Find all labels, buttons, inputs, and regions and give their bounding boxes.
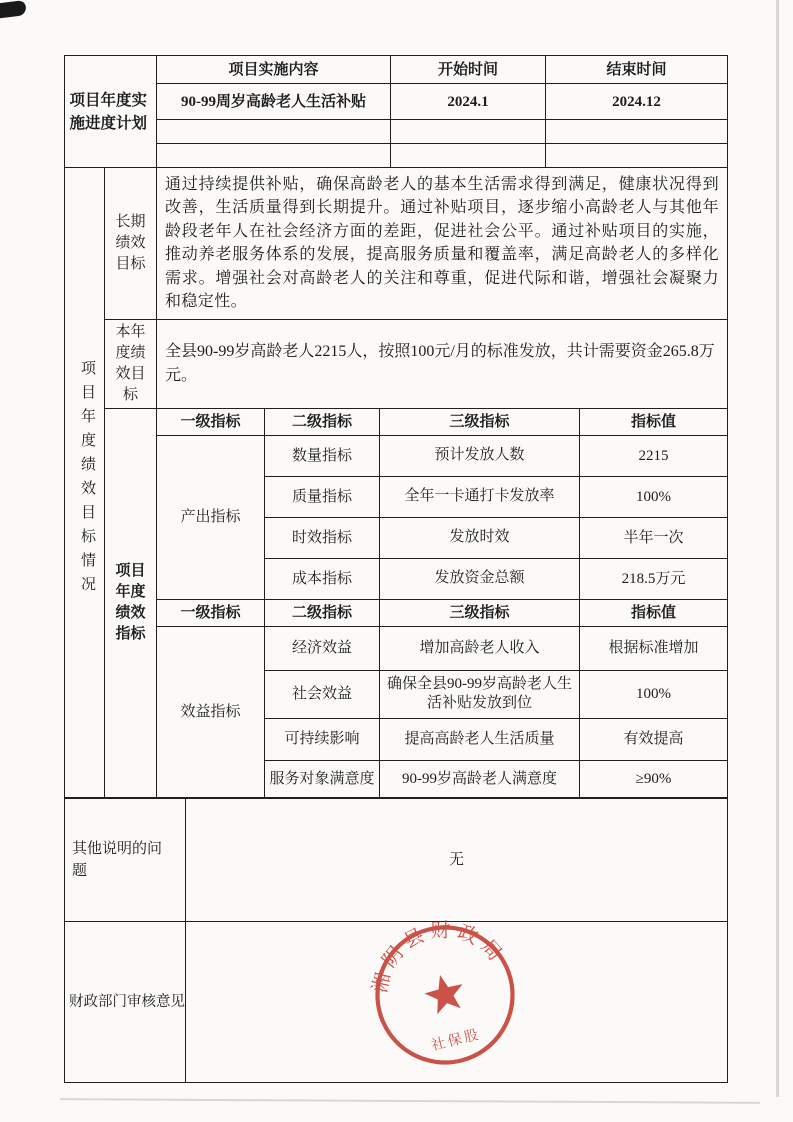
schedule-cell-end: 2024.12: [546, 84, 728, 120]
indicator-header-level2: 二级指标: [265, 599, 380, 626]
indicator-header-level3: 三级指标: [380, 599, 580, 626]
schedule-header-content: 项目实施内容: [157, 56, 391, 84]
other-issues-label: 其他说明的问题: [65, 798, 186, 922]
schedule-empty-cell: [157, 144, 391, 168]
indicator-level3-cell: 增加高龄老人收入: [380, 626, 580, 670]
indicator-value-cell: 根据标准增加: [580, 626, 728, 670]
indicator-header-value: 指标值: [580, 599, 728, 626]
annual-goal-label: 本年度绩效目标: [105, 319, 157, 408]
schedule-row-label-text: 项目年度实施进度计划: [69, 91, 148, 132]
official-stamp: [370, 920, 520, 1076]
other-issues-table: [64, 797, 728, 922]
indicator-value-cell: ≥90%: [580, 760, 728, 798]
annual-goal-text: 全县90-99岁高龄老人2215人，按照100元/月的标准发放，共计需要资金265.8万元。: [157, 319, 728, 408]
document-sheet: [64, 55, 727, 1083]
indicator-level2-cell: 服务对象满意度: [265, 760, 380, 798]
page-edge-shadow-bottom: [60, 1098, 760, 1104]
schedule-header-start: 开始时间: [391, 56, 546, 84]
indicator-value-cell: 100%: [580, 670, 728, 718]
indicator-section-label: 项目年度绩效指标: [105, 408, 157, 798]
schedule-empty-cell: [391, 144, 546, 168]
indicator-level3-cell: 发放时效: [380, 517, 580, 558]
stamp-star-icon: [420, 970, 467, 1016]
review-label: 财政部门审核意见: [65, 921, 186, 1082]
indicator-header-level2: 二级指标: [265, 408, 380, 435]
long-term-goal-text: 通过持续提供补贴，确保高龄老人的基本生活需求得到满足，健康状况得到改善，生活质量得到长期提升。通过补贴项目，逐步缩小高龄老人与其他年龄段老年人在社会经济方面的差距，促进社会公平。通过补贴项目的实施，推动养老服务体系的发展，提高服务质量和覆盖率，满足高龄老人的多样化需求。增强社会对高龄老人的关注和尊重，促进代际和谐，增强社会凝聚力和稳定性。: [157, 167, 728, 319]
indicator-level2-cell: 可持续影响: [265, 718, 380, 760]
indicator-level3-cell: 全年一卡通打卡发放率: [380, 476, 580, 517]
review-table: [64, 921, 728, 1083]
indicator-value-cell: 2215: [580, 435, 728, 476]
schedule-empty-cell: [157, 120, 391, 144]
indicator-level2-cell: 质量指标: [265, 476, 380, 517]
other-issues-value: 无: [186, 798, 728, 922]
schedule-row-label: [65, 56, 157, 168]
indicator-level2-cell: 成本指标: [265, 558, 380, 599]
benefit-level1-cell: 效益指标: [157, 626, 265, 798]
page-edge-shadow-right: [776, 0, 779, 1097]
schedule-cell-start: 2024.1: [391, 84, 546, 120]
schedule-empty-cell: [546, 120, 728, 144]
indicator-value-cell: 218.5万元: [580, 558, 728, 599]
indicator-level3-cell: 发放资金总额: [380, 558, 580, 599]
scan-artifact-corner: [0, 0, 27, 19]
indicator-level2-cell: 时效指标: [265, 517, 380, 558]
indicator-header-level1: 一级指标: [157, 599, 265, 626]
indicator-level3-cell: 预计发放人数: [380, 435, 580, 476]
output-level1-cell: 产出指标: [157, 435, 265, 599]
performance-table: [64, 167, 728, 799]
stamp-svg: [370, 920, 520, 1070]
indicator-value-cell: 100%: [580, 476, 728, 517]
indicator-level3-cell: 确保全县90-99岁高龄老人生活补贴发放到位: [380, 670, 580, 718]
schedule-empty-cell: [391, 120, 546, 144]
performance-section-label: [65, 167, 105, 798]
schedule-header-end: 结束时间: [546, 56, 728, 84]
schedule-cell-content: 90-99周岁高龄老人生活补贴: [157, 84, 391, 120]
indicator-header-value: 指标值: [580, 408, 728, 435]
indicator-header-level1: 一级指标: [157, 408, 265, 435]
stamp-bottom-text: 社保股: [429, 1025, 483, 1054]
indicator-value-cell: 有效提高: [580, 718, 728, 760]
stamp-arc-text: 湘阴县财政局: [369, 919, 510, 995]
performance-section-label-text: 项目年度绩效目标情况: [79, 359, 95, 600]
schedule-empty-cell: [546, 144, 728, 168]
schedule-table: [64, 55, 728, 168]
indicator-header-level3: 三级指标: [380, 408, 580, 435]
indicator-level2-cell: 经济效益: [265, 626, 380, 670]
indicator-level3-cell: 90-99岁高龄老人满意度: [380, 760, 580, 798]
indicator-value-cell: 半年一次: [580, 517, 728, 558]
review-content-cell: [186, 921, 728, 1082]
long-term-goal-label: 长期绩效目标: [105, 167, 157, 319]
indicator-level2-cell: 数量指标: [265, 435, 380, 476]
indicator-level2-cell: 社会效益: [265, 670, 380, 718]
indicator-level3-cell: 提高高龄老人生活质量: [380, 718, 580, 760]
